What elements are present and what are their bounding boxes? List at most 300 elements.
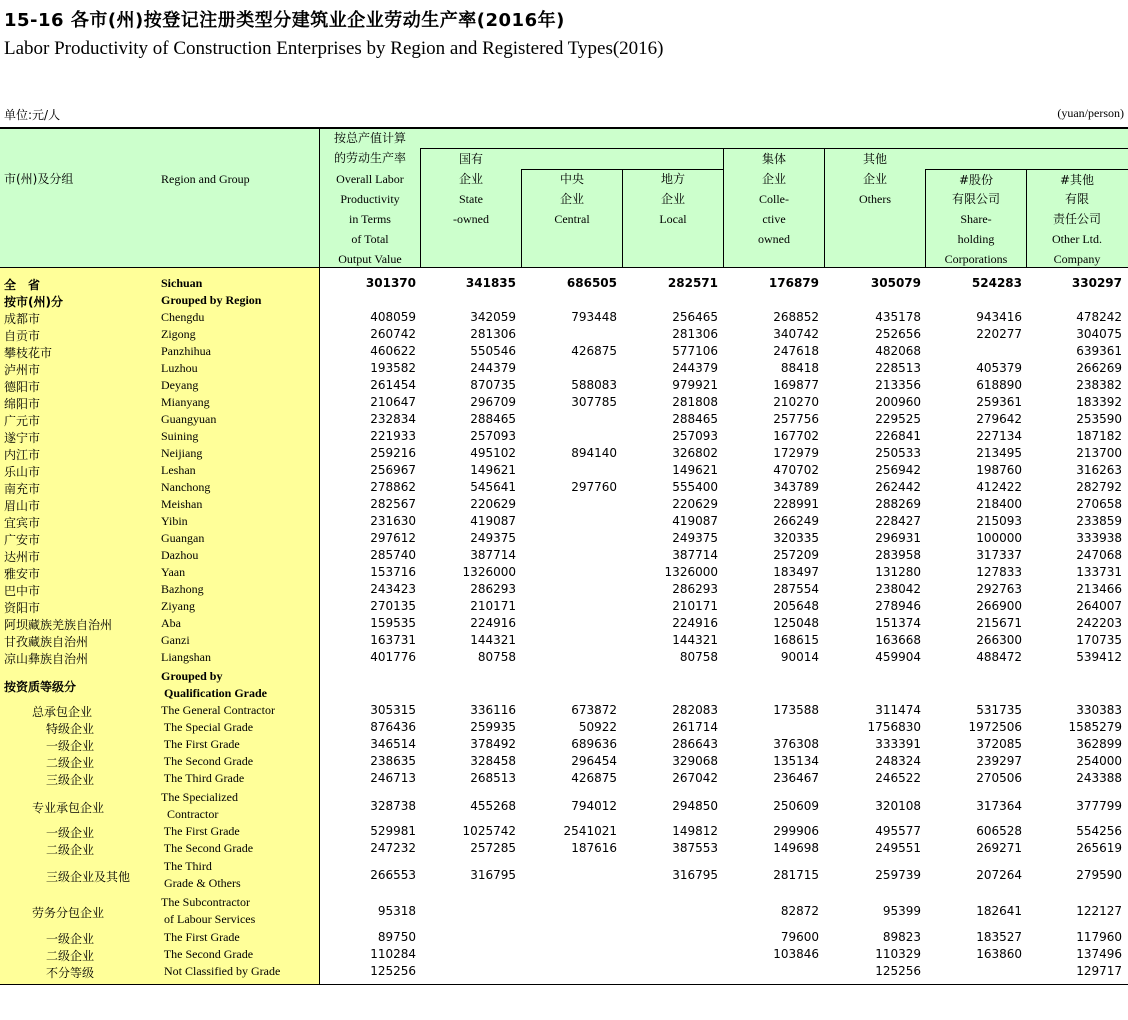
cell-share: 269271 — [976, 841, 1022, 855]
table-row — [0, 581, 1128, 598]
cell-local: 286293 — [672, 582, 718, 596]
row-label-cn: 自贡市 — [4, 329, 41, 343]
row-label-en — [161, 411, 319, 428]
cell-otherltd: 187182 — [1076, 429, 1122, 443]
cell-state: 336116 — [470, 703, 516, 717]
table-row — [0, 343, 1128, 360]
cell-otherltd: 247068 — [1076, 548, 1122, 562]
cell-local: 267042 — [672, 771, 718, 785]
cell-local: 326802 — [672, 446, 718, 460]
cell-overall: 259216 — [370, 446, 416, 460]
row-label-cn: 攀枝花市 — [4, 346, 53, 360]
cell-otherltd: 170735 — [1076, 633, 1122, 647]
table-row — [0, 360, 1128, 377]
cell-otherltd: 122127 — [1076, 904, 1122, 918]
cell-state: 550546 — [470, 344, 516, 358]
row-label-cn: 广元市 — [4, 414, 41, 428]
row-label-en-line: Leshan — [161, 463, 196, 477]
header-share-l2: 有限公司 — [951, 192, 1000, 206]
cell-state: 257285 — [470, 841, 516, 855]
header-overall-l5: in Terms — [349, 212, 391, 226]
row-label-en — [161, 377, 319, 394]
cell-overall: 210647 — [370, 395, 416, 409]
cell-collective: 299906 — [773, 824, 819, 838]
table-row — [0, 719, 1128, 736]
cell-overall: 125256 — [370, 964, 416, 978]
cell-otherltd: 183392 — [1076, 395, 1122, 409]
cell-overall: 460622 — [370, 344, 416, 358]
header-collective-l3: Colle- — [759, 192, 789, 206]
cell-state: 149621 — [470, 463, 516, 477]
cell-share: 239297 — [976, 754, 1022, 768]
cell-share: 127833 — [976, 565, 1022, 579]
cell-overall: 270135 — [370, 599, 416, 613]
cell-collective: 90014 — [780, 650, 819, 664]
row-label-en — [161, 736, 319, 753]
cell-others: 278946 — [875, 599, 921, 613]
header-otherltd-l3: 责任公司 — [1052, 212, 1101, 226]
cell-state: 1025742 — [462, 824, 516, 838]
cell-local: 288465 — [672, 412, 718, 426]
row-label-cn: 二级企业 — [46, 949, 95, 963]
row-label-cn: 一级企业 — [46, 739, 95, 753]
cell-otherltd: 478242 — [1076, 310, 1122, 324]
table-row — [0, 292, 1128, 309]
table-row — [0, 598, 1128, 615]
cell-state: 244379 — [470, 361, 516, 375]
row-label-en — [161, 649, 319, 666]
row-label-cn: 雅安市 — [4, 567, 41, 581]
cell-share: 207264 — [976, 868, 1022, 882]
cell-others: 482068 — [875, 344, 921, 358]
cell-collective: 149698 — [773, 841, 819, 855]
row-label-en — [161, 275, 319, 292]
row-label-cn: 按市(州)分 — [4, 295, 63, 309]
cell-otherltd: 238382 — [1076, 378, 1122, 392]
cell-share: 606528 — [976, 824, 1022, 838]
cell-local: 577106 — [672, 344, 718, 358]
cell-share: 220277 — [976, 327, 1022, 341]
cell-otherltd: 137496 — [1076, 947, 1122, 961]
row-label-en-line: The Third — [161, 859, 212, 873]
cell-others: 1756830 — [867, 720, 921, 734]
cell-otherltd: 213466 — [1076, 582, 1122, 596]
cell-otherltd: 129717 — [1076, 964, 1122, 978]
table-row — [0, 377, 1128, 394]
row-label-en — [161, 326, 319, 343]
cell-others: 249551 — [875, 841, 921, 855]
row-label-cn: 一级企业 — [46, 932, 95, 946]
header-share-l4: holding — [957, 232, 995, 246]
cell-local: 294850 — [672, 799, 718, 813]
cell-overall: 232834 — [370, 412, 416, 426]
cell-overall: 247232 — [370, 841, 416, 855]
cell-state: 419087 — [470, 514, 516, 528]
cell-state: 268513 — [470, 771, 516, 785]
row-label-en-line: Ganzi — [161, 633, 190, 647]
cell-central: 686505 — [566, 276, 617, 290]
cell-share: 1972506 — [968, 720, 1022, 734]
table-row — [0, 632, 1128, 649]
cell-share: 531735 — [976, 703, 1022, 717]
cell-others: 311474 — [875, 703, 921, 717]
cell-share: 215671 — [976, 616, 1022, 630]
cell-share: 943416 — [976, 310, 1022, 324]
cell-otherltd: 330297 — [1071, 276, 1122, 290]
row-label-en — [161, 581, 319, 598]
row-label-en-line: Luzhou — [161, 361, 198, 375]
header-otherltd-l1: #其他 — [1059, 173, 1095, 187]
cell-share: 100000 — [976, 531, 1022, 545]
cell-overall: 163731 — [370, 633, 416, 647]
header-central-l2: 企业 — [559, 192, 584, 206]
cell-otherltd: 264007 — [1076, 599, 1122, 613]
row-label-en-line: Meishan — [161, 497, 203, 511]
row-label-en — [161, 632, 319, 649]
cell-collective: 125048 — [773, 616, 819, 630]
cell-collective: 173588 — [773, 703, 819, 717]
table-row — [0, 823, 1128, 840]
row-label-en — [161, 719, 319, 736]
table-row — [0, 326, 1128, 343]
cell-collective: 167702 — [773, 429, 819, 443]
row-label-cn: 南充市 — [4, 482, 41, 496]
cell-local: 149621 — [672, 463, 718, 477]
cell-collective: 470702 — [773, 463, 819, 477]
cell-collective: 236467 — [773, 771, 819, 785]
cell-central: 793448 — [571, 310, 617, 324]
cell-otherltd: 282792 — [1076, 480, 1122, 494]
row-label-en-line: The Second Grade — [161, 947, 254, 961]
cell-local: 281808 — [672, 395, 718, 409]
cell-others: 228427 — [875, 514, 921, 528]
cell-collective: 168615 — [773, 633, 819, 647]
row-label-en-line: Grouped by Region — [161, 293, 262, 307]
row-label-en-line: The First Grade — [161, 737, 240, 751]
header-otherltd-l4: Other Ltd. — [1052, 232, 1102, 246]
cell-overall: 408059 — [370, 310, 416, 324]
cell-collective: 183497 — [773, 565, 819, 579]
header-local-l2: 企业 — [660, 192, 685, 206]
cell-others: 495577 — [875, 824, 921, 838]
table-row — [0, 462, 1128, 479]
cell-others: 248324 — [875, 754, 921, 768]
row-label-en — [161, 770, 319, 787]
row-label-en-line: Aba — [161, 616, 181, 630]
cell-overall: 297612 — [370, 531, 416, 545]
cell-otherltd: 117960 — [1076, 930, 1122, 944]
cell-share: 198760 — [976, 463, 1022, 477]
cell-local: 249375 — [672, 531, 718, 545]
cell-others: 213356 — [875, 378, 921, 392]
cell-state: 224916 — [470, 616, 516, 630]
cell-collective: 250609 — [773, 799, 819, 813]
table-row — [0, 894, 1128, 928]
cell-share: 266300 — [976, 633, 1022, 647]
table-row — [0, 770, 1128, 787]
cell-overall: 256967 — [370, 463, 416, 477]
cell-otherltd: 213700 — [1076, 446, 1122, 460]
cell-others: 305079 — [870, 276, 921, 290]
cell-state: 144321 — [470, 633, 516, 647]
header-overall-l3: Overall Labor — [336, 172, 404, 186]
cell-state: 316795 — [470, 868, 516, 882]
row-label-en — [161, 564, 319, 581]
row-label-cn: 泸州市 — [4, 363, 41, 377]
cell-overall: 278862 — [370, 480, 416, 494]
cell-central: 50922 — [578, 720, 617, 734]
cell-others: 259739 — [875, 868, 921, 882]
cell-share: 524283 — [971, 276, 1022, 290]
cell-share: 372085 — [976, 737, 1022, 751]
cell-share: 618890 — [976, 378, 1022, 392]
cell-local: 555400 — [672, 480, 718, 494]
cell-collective: 79600 — [780, 930, 819, 944]
row-label-en-line: Contractor — [161, 807, 219, 821]
cell-central: 894140 — [571, 446, 617, 460]
cell-otherltd: 265619 — [1076, 841, 1122, 855]
header-state-l4: -owned — [453, 212, 489, 226]
header-state-l1: 国有 — [458, 152, 483, 166]
unit-label-cn: 单位:元/人 — [4, 108, 61, 122]
table-row — [0, 649, 1128, 666]
table-row — [0, 946, 1128, 963]
header-state-l3: State — [459, 192, 483, 206]
row-label-en — [161, 496, 319, 513]
cell-others: 95399 — [882, 904, 921, 918]
row-label-en — [161, 963, 319, 980]
table-row — [0, 564, 1128, 581]
cell-collective: 103846 — [773, 947, 819, 961]
cell-share: 488472 — [976, 650, 1022, 664]
header-overall-l6: of Total — [351, 232, 389, 246]
cell-state: 378492 — [470, 737, 516, 751]
cell-otherltd: 333938 — [1076, 531, 1122, 545]
cell-collective: 228991 — [773, 497, 819, 511]
cell-share: 317364 — [976, 799, 1022, 813]
cell-state: 210171 — [470, 599, 516, 613]
cell-state: 341835 — [465, 276, 516, 290]
row-label-cn: 内江市 — [4, 448, 41, 462]
table-row — [0, 275, 1128, 292]
cell-overall: 285740 — [370, 548, 416, 562]
row-label-en — [161, 753, 319, 770]
cell-otherltd: 279590 — [1076, 868, 1122, 882]
cell-collective: 135134 — [773, 754, 819, 768]
row-label-cn: 达州市 — [4, 550, 41, 564]
cell-central: 426875 — [571, 344, 617, 358]
cell-otherltd: 539412 — [1076, 650, 1122, 664]
header-collective-l5: owned — [758, 232, 790, 246]
cell-share: 218400 — [976, 497, 1022, 511]
header-central-l1: 中央 — [559, 172, 584, 186]
row-label-en — [161, 360, 319, 377]
cell-others: 435178 — [875, 310, 921, 324]
row-label-en-line: Zigong — [161, 327, 196, 341]
cell-collective: 266249 — [773, 514, 819, 528]
row-label-en-line: Guangan — [161, 531, 205, 545]
table-row — [0, 530, 1128, 547]
cell-local: 256465 — [672, 310, 718, 324]
cell-central: 307785 — [571, 395, 617, 409]
cell-central: 794012 — [571, 799, 617, 813]
cell-share: 227134 — [976, 429, 1022, 443]
row-label-en-line: The First Grade — [161, 824, 240, 838]
table-row — [0, 394, 1128, 411]
cell-overall: 346514 — [370, 737, 416, 751]
header-others-l1: 其他 — [862, 152, 887, 166]
row-label-cn: 全 省 — [4, 278, 41, 292]
cell-local: 1326000 — [664, 565, 718, 579]
cell-state: 870735 — [470, 378, 516, 392]
table-row — [0, 753, 1128, 770]
row-label-en-line: Chengdu — [161, 310, 205, 324]
cell-others: 226841 — [875, 429, 921, 443]
row-label-en — [161, 823, 319, 840]
table-row — [0, 929, 1128, 946]
cell-share: 213495 — [976, 446, 1022, 460]
cell-overall: 110284 — [370, 947, 416, 961]
row-label-en — [161, 840, 319, 857]
row-label-en-line: The General Contractor — [161, 703, 275, 717]
cell-state: 455268 — [470, 799, 516, 813]
cell-local: 282571 — [667, 276, 718, 290]
row-label-en-line: Ziyang — [161, 599, 195, 613]
cell-overall: 328738 — [370, 799, 416, 813]
cell-share: 292763 — [976, 582, 1022, 596]
cell-local: 387714 — [672, 548, 718, 562]
cell-central: 296454 — [571, 754, 617, 768]
row-label-cn: 绵阳市 — [4, 397, 41, 411]
cell-share: 182641 — [976, 904, 1022, 918]
row-label-cn: 二级企业 — [46, 843, 95, 857]
cell-collective: 82872 — [780, 904, 819, 918]
cell-overall: 261454 — [370, 378, 416, 392]
cell-overall: 282567 — [370, 497, 416, 511]
cell-central: 588083 — [571, 378, 617, 392]
table-row — [0, 615, 1128, 632]
row-label-cn: 资阳市 — [4, 601, 41, 615]
cell-collective: 268852 — [773, 310, 819, 324]
cell-otherltd: 554256 — [1076, 824, 1122, 838]
header-overall-l2: 的劳动生产率 — [333, 151, 406, 165]
cell-state: 286293 — [470, 582, 516, 596]
cell-central: 297760 — [571, 480, 617, 494]
row-label-cn: 眉山市 — [4, 499, 41, 513]
row-label-en — [161, 513, 319, 530]
row-label-en-line: Liangshan — [161, 650, 211, 664]
row-label-en-line: The Subcontractor — [161, 895, 250, 909]
cell-others: 288269 — [875, 497, 921, 511]
header-share-l3: Share- — [960, 212, 992, 226]
cell-central: 673872 — [571, 703, 617, 717]
cell-state: 387714 — [470, 548, 516, 562]
cell-collective: 343789 — [773, 480, 819, 494]
cell-local: 281306 — [672, 327, 718, 341]
table-row — [0, 702, 1128, 719]
cell-otherltd: 266269 — [1076, 361, 1122, 375]
row-label-cn: 一级企业 — [46, 826, 95, 840]
row-label-cn: 广安市 — [4, 533, 41, 547]
cell-overall: 221933 — [370, 429, 416, 443]
cell-central: 187616 — [571, 841, 617, 855]
row-label-cn: 德阳市 — [4, 380, 41, 394]
cell-state: 259935 — [470, 720, 516, 734]
cell-local: 257093 — [672, 429, 718, 443]
cell-otherltd: 270658 — [1076, 497, 1122, 511]
row-label-en — [161, 292, 319, 309]
row-label-en — [161, 530, 319, 547]
cell-share: 279642 — [976, 412, 1022, 426]
row-label-en-line: Sichuan — [161, 276, 203, 290]
header-local-l3: Local — [659, 212, 687, 226]
cell-local: 979921 — [672, 378, 718, 392]
row-label-en-line: Qualification Grade — [161, 686, 267, 700]
cell-state: 296709 — [470, 395, 516, 409]
table-row — [0, 445, 1128, 462]
cell-local: 224916 — [672, 616, 718, 630]
cell-others: 252656 — [875, 327, 921, 341]
cell-others: 320108 — [875, 799, 921, 813]
cell-otherltd: 316263 — [1076, 463, 1122, 477]
row-label-en-line: Not Classified by Grade — [161, 964, 281, 978]
header-others-l2: 企业 — [862, 172, 887, 186]
cell-overall: 305315 — [370, 703, 416, 717]
cell-others: 246522 — [875, 771, 921, 785]
header-collective-l1: 集体 — [761, 152, 786, 166]
cell-otherltd: 254000 — [1076, 754, 1122, 768]
cell-central: 2541021 — [563, 824, 617, 838]
row-label-cn: 三级企业及其他 — [46, 870, 131, 884]
cell-others: 229525 — [875, 412, 921, 426]
row-label-en-line: of Labour Services — [161, 912, 256, 926]
cell-otherltd: 242203 — [1076, 616, 1122, 630]
cell-overall: 301370 — [365, 276, 416, 290]
cell-local: 387553 — [672, 841, 718, 855]
row-label-cn: 甘孜藏族自治州 — [4, 635, 89, 649]
table-row — [0, 858, 1128, 892]
cell-collective: 247618 — [773, 344, 819, 358]
cell-collective: 88418 — [780, 361, 819, 375]
cell-others: 89823 — [882, 930, 921, 944]
row-label-en-line: Panzhihua — [161, 344, 211, 358]
header-collective-l4: ctive — [762, 212, 786, 226]
row-label-cn: 不分等级 — [46, 966, 95, 980]
cell-central: 426875 — [571, 771, 617, 785]
row-label-cn: 劳务分包企业 — [32, 906, 105, 920]
cell-others: 238042 — [875, 582, 921, 596]
row-label-en-line: Dazhou — [161, 548, 199, 562]
row-label-en-line: Suining — [161, 429, 199, 443]
row-label-en — [161, 309, 319, 326]
cell-share: 270506 — [976, 771, 1022, 785]
row-label-cn: 三级企业 — [46, 773, 95, 787]
cell-others: 151374 — [875, 616, 921, 630]
row-label-en-line: The Second Grade — [161, 754, 254, 768]
row-label-en — [161, 668, 319, 702]
cell-otherltd: 133731 — [1076, 565, 1122, 579]
row-label-en-line: The First Grade — [161, 930, 240, 944]
cell-share: 266900 — [976, 599, 1022, 613]
row-label-cn: 宜宾市 — [4, 516, 41, 530]
row-label-cn: 特级企业 — [46, 722, 95, 736]
row-label-cn: 遂宁市 — [4, 431, 41, 445]
row-label-en — [161, 894, 319, 928]
cell-state: 328458 — [470, 754, 516, 768]
cell-otherltd: 639361 — [1076, 344, 1122, 358]
cell-others: 459904 — [875, 650, 921, 664]
cell-otherltd: 362899 — [1076, 737, 1122, 751]
